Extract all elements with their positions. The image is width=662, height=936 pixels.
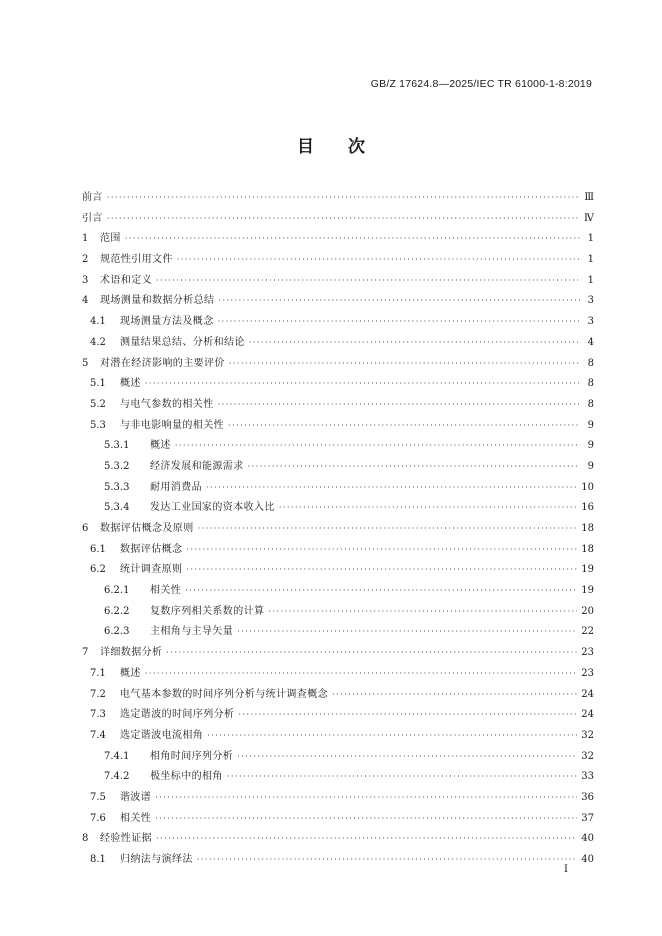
- toc-entry-number: 6.2.3: [104, 626, 130, 638]
- toc-entry-title: 谐波谱: [120, 791, 152, 803]
- dot-leader: [238, 705, 577, 726]
- toc-entry-title: 电气基本参数的时间序列分析与统计调查概念: [120, 688, 328, 700]
- dot-leader: [206, 478, 577, 499]
- toc-entry-number: 6.2: [90, 564, 106, 576]
- toc-entry-number: 7.4.2: [104, 771, 130, 783]
- toc-entry-page: 24: [581, 688, 594, 700]
- page-number: Ⅰ: [564, 864, 568, 875]
- toc-entry-page: 24: [581, 709, 594, 721]
- toc-entry-title: 归纳法与演绎法: [120, 854, 193, 865]
- toc-entry[interactable]: [82, 622, 594, 643]
- toc-entry[interactable]: [82, 747, 594, 768]
- toc-entry-page: 9: [587, 419, 594, 431]
- toc-entry-number: 7.4.1: [104, 750, 130, 762]
- toc-entry-number: 7: [82, 647, 89, 659]
- toc-entry-number: 7.3: [90, 709, 106, 721]
- toc-entry-number: 6.1: [90, 543, 106, 555]
- dot-leader: [229, 354, 580, 375]
- toc-entry-number: 2: [82, 254, 89, 266]
- toc-entry-number: 5.3.3: [104, 481, 130, 493]
- toc-entry[interactable]: [82, 829, 594, 850]
- toc-entry[interactable]: [82, 374, 594, 395]
- toc-entry-number: 5.2: [90, 398, 106, 410]
- toc-entry[interactable]: [82, 560, 594, 581]
- toc-entry-page: 22: [581, 626, 594, 638]
- toc-entry-page: 19: [581, 585, 594, 597]
- toc-entry-page: 1: [587, 254, 594, 266]
- toc-entry-title: 经济发展和能源需求: [150, 460, 244, 472]
- toc-entry-page: 3: [587, 316, 594, 328]
- toc-entry[interactable]: [82, 788, 594, 809]
- toc-entry-title: 测量结果总结、分析和结论: [120, 336, 245, 348]
- toc-entry-title: 概述: [150, 440, 171, 452]
- toc-entry-page: 16: [581, 502, 594, 514]
- toc-entry-page: 37: [581, 812, 594, 824]
- toc-entry[interactable]: [82, 416, 594, 437]
- toc-entry-title: 发达工业国家的资本收入比: [150, 502, 275, 514]
- toc-entry[interactable]: [82, 602, 594, 623]
- toc-entry[interactable]: [82, 519, 594, 540]
- toc-entry-page: 1: [587, 274, 594, 286]
- toc-entry-page: 36: [581, 791, 594, 803]
- toc-entry-page: 40: [581, 833, 594, 845]
- toc-entry-number: 7.2: [90, 688, 106, 700]
- toc-entry-title: 与非电影响量的相关性: [120, 419, 224, 431]
- toc-entry-number: 5.3.2: [104, 460, 130, 472]
- toc-entry[interactable]: [82, 498, 594, 519]
- toc-entry-page: 32: [581, 750, 594, 762]
- dot-leader: [145, 664, 577, 685]
- toc-entry-title: 范围: [100, 233, 121, 245]
- toc-entry[interactable]: [82, 395, 594, 416]
- toc-entry[interactable]: [82, 809, 594, 830]
- toc-entry-number: 6.2.2: [104, 605, 130, 617]
- dot-leader: [227, 767, 577, 788]
- toc-entry-page: 23: [581, 647, 594, 659]
- toc-entry[interactable]: [82, 850, 594, 871]
- dot-leader: [155, 809, 577, 830]
- toc-entry-title: 规范性引用文件: [100, 254, 173, 266]
- toc-entry-number: 3: [82, 274, 89, 286]
- toc-entry-page: 8: [587, 378, 594, 390]
- toc-entry[interactable]: [82, 291, 594, 312]
- toc-entry-page: 4: [587, 336, 594, 348]
- toc-entry-page: 3: [587, 295, 594, 307]
- toc-entry[interactable]: [82, 209, 594, 230]
- toc-entry-title: 相角时间序列分析: [150, 750, 234, 762]
- toc-entry[interactable]: [82, 664, 594, 685]
- toc-entry-number: 4.1: [90, 316, 106, 328]
- dot-leader: [218, 312, 580, 333]
- toc-entry-title: 概述: [120, 378, 141, 390]
- toc-entry-page: 33: [581, 771, 594, 783]
- dot-leader: [279, 498, 577, 519]
- toc-entry-page: 9: [587, 440, 594, 452]
- toc-entry-page: 8: [587, 357, 594, 369]
- dot-leader: [207, 726, 577, 747]
- toc-entry-page: Ⅲ: [584, 192, 594, 203]
- dot-leader: [175, 436, 580, 457]
- toc-entry[interactable]: [82, 229, 594, 250]
- toc-entry-number: 5.3.1: [104, 440, 130, 452]
- toc-entry-page: 18: [581, 543, 594, 555]
- toc-entry-page: 1: [587, 233, 594, 245]
- toc-entry-title: 复数序列相关系数的计算: [150, 605, 265, 617]
- dot-leader: [185, 581, 577, 602]
- toc-entry[interactable]: [82, 457, 594, 478]
- dot-leader: [218, 291, 580, 312]
- toc-entry-page: 8: [587, 398, 594, 410]
- toc-entry[interactable]: [82, 705, 594, 726]
- toc-entry-title: 对潜在经济影响的主要评价: [100, 357, 225, 369]
- dot-leader: [166, 643, 577, 664]
- toc-entry-page: 20: [581, 605, 594, 617]
- toc-entry-page: 32: [581, 729, 594, 741]
- toc-entry-title: 详细数据分析: [100, 647, 163, 659]
- toc-entry-number: 4: [82, 295, 89, 307]
- toc-entry[interactable]: [82, 540, 594, 561]
- toc-entry-title: 主相角与主导矢量: [150, 626, 234, 638]
- toc-entry-title: 耐用消费品: [150, 481, 202, 493]
- toc-entry-title: 前言: [82, 192, 103, 203]
- dot-leader: [156, 829, 577, 850]
- dot-leader: [332, 685, 577, 706]
- toc-entry[interactable]: [82, 478, 594, 499]
- toc-entry-title: 现场测量和数据分析总结: [100, 295, 215, 307]
- toc-entry-title: 选定谐波电流相角: [120, 729, 204, 741]
- toc-entry-title: 相关性: [150, 585, 182, 597]
- dot-leader: [249, 333, 580, 354]
- dot-leader: [268, 602, 577, 623]
- toc-entry-title: 与电气参数的相关性: [120, 398, 214, 410]
- toc-entry-number: 6: [82, 523, 89, 534]
- dot-leader: [186, 560, 577, 581]
- dot-leader: [156, 271, 580, 292]
- toc-entry-page: 23: [581, 667, 594, 679]
- toc-entry-title: 选定谐波的时间序列分析: [120, 709, 235, 721]
- dot-leader: [237, 747, 577, 768]
- toc-entry-title: 相关性: [120, 812, 152, 824]
- dot-leader: [155, 788, 577, 809]
- toc-entry-page: 9: [587, 460, 594, 472]
- toc-entry-number: 5: [82, 357, 89, 369]
- toc-entry-page: 40: [581, 854, 594, 865]
- standard-code: GB/Z 17624.8—2025/IEC TR 61000-1-8:2019: [370, 78, 592, 90]
- toc-entry-number: 7.4: [90, 729, 106, 741]
- toc-entry-page: 19: [581, 564, 594, 576]
- toc-entry-title: 术语和定义: [100, 274, 152, 286]
- dot-leader: [198, 519, 578, 540]
- toc-entry[interactable]: [82, 767, 594, 788]
- toc-entry-title: 统计调查原则: [120, 564, 183, 576]
- dot-leader: [218, 395, 580, 416]
- toc-entry-title: 现场测量方法及概念: [120, 316, 214, 328]
- toc-entry-page: 10: [581, 481, 594, 493]
- toc-entry[interactable]: [82, 188, 594, 209]
- toc-entry-number: 7.1: [90, 667, 106, 679]
- toc-entry-number: 1: [82, 233, 89, 245]
- toc-entry[interactable]: [82, 250, 594, 271]
- toc-entry[interactable]: [82, 271, 594, 292]
- dot-leader: [145, 374, 580, 395]
- toc-entry-number: 5.3.4: [104, 502, 130, 514]
- toc-entry-number: 7.5: [90, 791, 106, 803]
- toc-entry-number: 4.2: [90, 336, 106, 348]
- toc-entry-title: 概述: [120, 667, 141, 679]
- toc-title: 目 次: [297, 137, 365, 157]
- toc-entry-title: 引言: [82, 212, 103, 224]
- toc-entry[interactable]: [82, 643, 594, 664]
- toc-entry-page: 18: [581, 523, 594, 534]
- toc-entry-title: 数据评估概念及原则: [100, 523, 194, 534]
- toc-entry-number: 8.1: [90, 854, 106, 865]
- dot-leader: [248, 457, 580, 478]
- table-of-contents: [82, 188, 594, 871]
- toc-entry-number: 5.3: [90, 419, 106, 431]
- toc-entry-page: Ⅳ: [584, 212, 594, 224]
- dot-leader: [228, 416, 580, 437]
- toc-entry-number: 8: [82, 833, 89, 845]
- dot-leader: [177, 250, 580, 271]
- toc-entry-number: 7.6: [90, 812, 106, 824]
- dot-leader: [237, 622, 577, 643]
- toc-entry-number: 5.1: [90, 378, 106, 390]
- toc-entry[interactable]: [82, 312, 594, 333]
- toc-entry-title: 经验性证据: [100, 833, 152, 845]
- toc-entry[interactable]: [82, 581, 594, 602]
- toc-entry-title: 数据评估概念: [120, 543, 183, 555]
- toc-entry[interactable]: [82, 333, 594, 354]
- toc-entry-number: 6.2.1: [104, 585, 130, 597]
- dot-leader: [107, 188, 580, 209]
- toc-entry[interactable]: [82, 354, 594, 375]
- toc-entry[interactable]: [82, 726, 594, 747]
- dot-leader: [186, 540, 577, 561]
- dot-leader: [125, 229, 580, 250]
- dot-leader: [107, 209, 580, 230]
- dot-leader: [197, 850, 577, 871]
- toc-entry[interactable]: [82, 685, 594, 706]
- toc-entry-title: 极坐标中的相角: [150, 771, 223, 783]
- toc-entry[interactable]: [82, 436, 594, 457]
